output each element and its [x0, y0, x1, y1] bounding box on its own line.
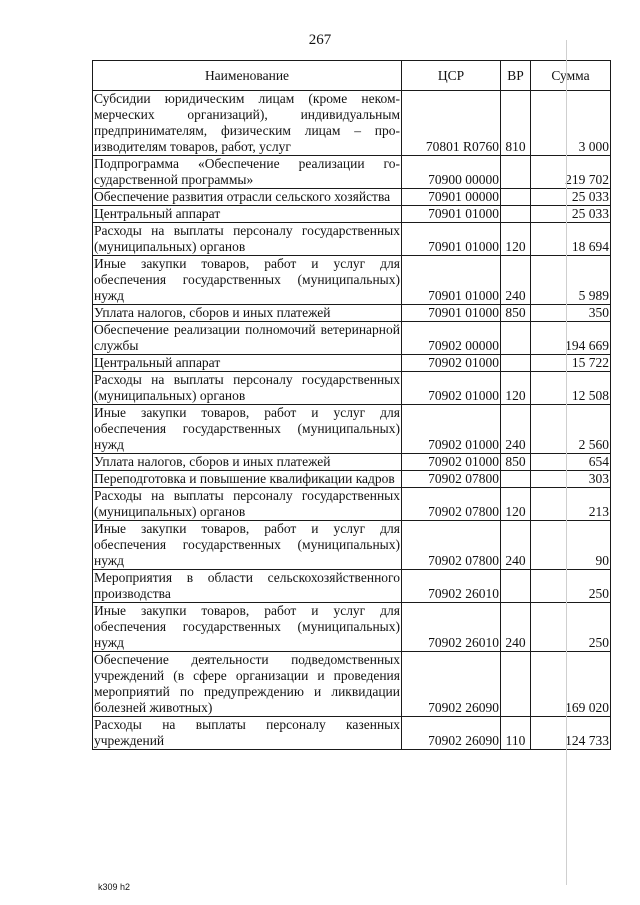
header-csr: ЦСР — [402, 61, 501, 91]
cell-name: Расходы на выплаты персоналу казенных учреждений — [94, 717, 400, 748]
cell-vr: 120 — [501, 223, 531, 256]
footer-code: k309 h2 — [98, 882, 131, 892]
cell-sum: 169 020 — [531, 652, 611, 717]
cell-name: Иные закупки товаров, работ и услуг для обеспечения государственных (муниципальных) нужд — [94, 521, 400, 568]
cell-name: Уплата налогов, сборов и иных платежей — [93, 305, 402, 322]
header-name: Наименование — [93, 61, 402, 91]
cell-vr — [501, 156, 531, 189]
cell-vr — [501, 471, 531, 488]
cell-csr: 70901 01000 — [402, 223, 501, 256]
cell-name: Обеспечение реализации полномочий ветеринарной службы — [94, 322, 400, 353]
cell-csr: 70901 01000 — [402, 256, 501, 305]
cell-csr: 70902 07800 — [402, 471, 501, 488]
cell-sum: 194 669 — [531, 322, 611, 355]
cell-vr: 120 — [501, 372, 531, 405]
cell-sum: 2 560 — [531, 405, 611, 454]
budget-table — [92, 60, 611, 750]
cell-sum: 213 — [531, 488, 611, 521]
header-row — [93, 61, 611, 91]
cell-sum: 350 — [531, 305, 611, 322]
cell-csr: 70902 26010 — [402, 570, 501, 603]
cell-vr — [501, 322, 531, 355]
table-row — [93, 156, 611, 189]
cell-csr: 70900 00000 — [402, 156, 501, 189]
cell-csr: 70901 00000 — [402, 189, 501, 206]
cell-name: Центральный аппарат — [93, 355, 402, 372]
cell-vr: 120 — [501, 488, 531, 521]
cell-name: Иные закупки товаров, работ и услуг для обеспечения государственных (муниципальных) нужд — [94, 256, 400, 303]
cell-vr — [501, 570, 531, 603]
cell-sum: 90 — [531, 521, 611, 570]
cell-csr: 70902 26090 — [402, 717, 501, 750]
cell-csr: 70901 01000 — [402, 305, 501, 322]
cell-csr: 70902 00000 — [402, 322, 501, 355]
header-sum: Сумма — [531, 61, 611, 91]
cell-sum: 219 702 — [531, 156, 611, 189]
table-row — [93, 488, 611, 521]
table-row — [93, 454, 611, 471]
cell-vr — [501, 189, 531, 206]
table-body — [93, 91, 611, 750]
cell-name: Переподготовка и повышение квалификации кадров — [93, 471, 402, 488]
cell-csr: 70902 26010 — [402, 603, 501, 652]
cell-sum: 15 722 — [531, 355, 611, 372]
table-row — [93, 717, 611, 750]
table-row — [93, 223, 611, 256]
cell-name: Обеспечение развития отрасли сельского хозяйства — [93, 189, 402, 206]
cell-csr: 70902 07800 — [402, 488, 501, 521]
cell-csr: 70902 01000 — [402, 454, 501, 471]
table-row — [93, 471, 611, 488]
cell-name: Уплата налогов, сборов и иных платежей — [93, 454, 402, 471]
cell-csr: 70902 01000 — [402, 405, 501, 454]
page-number: 267 — [308, 32, 332, 48]
cell-vr: 240 — [501, 405, 531, 454]
cell-csr: 70801 R0760 — [402, 91, 501, 156]
table-row — [93, 521, 611, 570]
cell-csr: 70901 01000 — [402, 206, 501, 223]
cell-name: Иные закупки товаров, работ и услуг для обеспечения государственных (муниципальных) нужд — [94, 603, 400, 650]
cell-vr: 240 — [501, 521, 531, 570]
cell-sum: 3 000 — [531, 91, 611, 156]
cell-name: Иные закупки товаров, работ и услуг для обеспечения государственных (муниципальных) нужд — [94, 405, 400, 452]
cell-sum: 654 — [531, 454, 611, 471]
cell-name: Субсидии юридическим лицам (кроме некоммерческих организаций), индивидуальным предпринимателям, физическим лицам – производителям товаров, работ, услуг — [94, 91, 400, 154]
table-row — [93, 322, 611, 355]
cell-vr: 240 — [501, 603, 531, 652]
cell-sum: 5 989 — [531, 256, 611, 305]
cell-vr — [501, 652, 531, 717]
table-row — [93, 405, 611, 454]
table-row — [93, 652, 611, 717]
cell-vr — [501, 355, 531, 372]
cell-vr: 810 — [501, 91, 531, 156]
cell-sum: 124 733 — [531, 717, 611, 750]
cell-csr: 70902 07800 — [402, 521, 501, 570]
table-row — [93, 256, 611, 305]
cell-vr: 850 — [501, 305, 531, 322]
cell-vr: 850 — [501, 454, 531, 471]
cell-sum: 12 508 — [531, 372, 611, 405]
cell-name: Расходы на выплаты персоналу государственных (муниципальных) органов — [94, 372, 400, 403]
cell-name: Обеспечение деятельности подведомственных учреждений (в сфере организации и проведения мероприятий по предупреждению и ликвидации болезней животных) — [94, 652, 400, 715]
table-row — [93, 372, 611, 405]
cell-vr — [501, 206, 531, 223]
cell-name: Расходы на выплаты персоналу государственных (муниципальных) органов — [94, 488, 400, 519]
cell-sum: 303 — [531, 471, 611, 488]
cell-name: Расходы на выплаты персоналу государственных (муниципальных) органов — [94, 223, 400, 254]
table-row — [93, 189, 611, 206]
header-vr: ВР — [501, 61, 531, 91]
scan-edge-line — [566, 40, 567, 885]
cell-sum: 250 — [531, 570, 611, 603]
cell-csr: 70902 01000 — [402, 372, 501, 405]
cell-sum: 18 694 — [531, 223, 611, 256]
table-row — [93, 603, 611, 652]
cell-vr: 240 — [501, 256, 531, 305]
cell-csr: 70902 01000 — [402, 355, 501, 372]
cell-csr: 70902 26090 — [402, 652, 501, 717]
cell-sum: 25 033 — [531, 189, 611, 206]
cell-sum: 25 033 — [531, 206, 611, 223]
table-row — [93, 91, 611, 156]
cell-name: Подпрограмма «Обеспечение реализации государственной программы» — [94, 156, 400, 187]
table-row — [93, 355, 611, 372]
table-header — [93, 61, 611, 91]
table-row — [93, 206, 611, 223]
cell-name: Мероприятия в области сельскохозяйственного производства — [94, 570, 400, 601]
table-row — [93, 570, 611, 603]
cell-vr: 110 — [501, 717, 531, 750]
cell-sum: 250 — [531, 603, 611, 652]
table-row — [93, 305, 611, 322]
cell-name: Центральный аппарат — [93, 206, 402, 223]
